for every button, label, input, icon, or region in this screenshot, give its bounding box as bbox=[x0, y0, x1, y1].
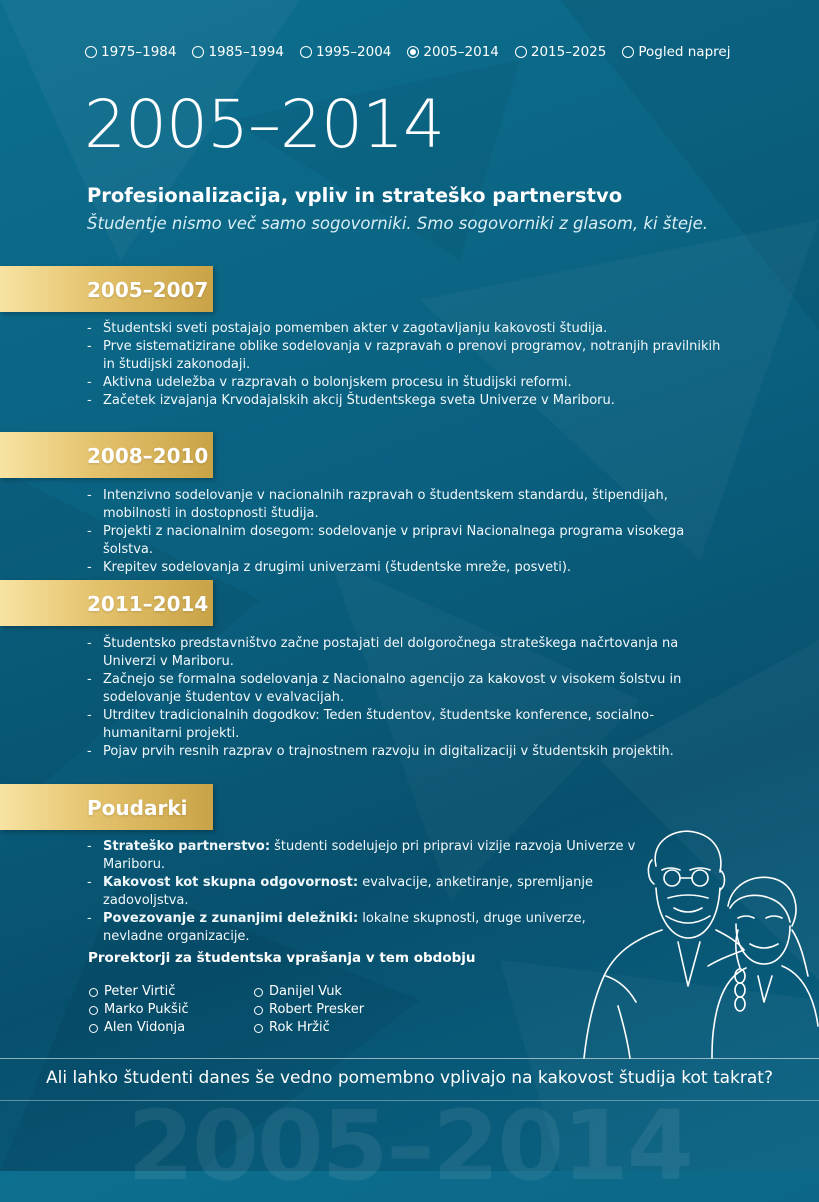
highlight-item bbox=[87, 838, 642, 874]
nav-item-1985-1994[interactable] bbox=[192, 44, 283, 60]
list-item: - Intenzivno sodelovanje v nacionalnih razpravah o študentskem standardu, štipendijah, mobilnosti in dostopnosti študija. bbox=[87, 487, 732, 523]
circle-bullet-icon bbox=[254, 1006, 263, 1015]
list-item: - Študentski sveti postajajo pomemben akter v zagotavljanju kakovosti študija. bbox=[87, 320, 732, 338]
name-label: Marko Pukšič bbox=[104, 1002, 189, 1017]
footer-divider-top bbox=[0, 1058, 819, 1059]
highlight-label: Kakovost kot skupna odgovornost: bbox=[103, 875, 359, 890]
section-list-2005-2007 bbox=[87, 320, 732, 410]
radio-icon bbox=[300, 46, 312, 58]
section-heading: 2011–2014 bbox=[87, 592, 209, 616]
radio-icon bbox=[85, 46, 97, 58]
list-item: - Začnejo se formalna sodelovanja z Nacionalno agencijo za kakovost v visokem šolstvu in sodelovanje študentov v evalvacijah. bbox=[87, 671, 732, 707]
radio-icon bbox=[515, 46, 527, 58]
section-banner-poudarki bbox=[0, 784, 213, 830]
name-item bbox=[254, 983, 424, 1001]
highlight-text: lokalne skupnosti, druge univerze, nevladne organizacije. bbox=[103, 911, 586, 944]
page-title: 2005–2014 bbox=[84, 86, 444, 163]
footer-question: Ali lahko študenti danes še vedno pomembno vplivajo na kakovost študija kot takrat? bbox=[46, 1068, 773, 1088]
list-item: - Aktivna udeležba v razpravah o bolonjskem procesu in študijski reformi. bbox=[87, 374, 732, 392]
name-label: Peter Virtič bbox=[104, 984, 176, 999]
name-item bbox=[254, 1019, 424, 1037]
name-item bbox=[89, 1019, 254, 1037]
list-item: - Prve sistematizirane oblike sodelovanja v razpravah o prenovi programov, notranjih pravilnikih in študijski zakonodaji. bbox=[87, 338, 732, 374]
name-label: Alen Vidonja bbox=[104, 1020, 186, 1035]
name-label: Rok Hržič bbox=[269, 1020, 330, 1035]
list-item: - Pojav prvih resnih razprav o trajnostnem razvoju in digitalizaciji v študentskih projektih. bbox=[87, 743, 732, 761]
people-line-illustration bbox=[578, 826, 819, 1060]
nav-item-2015-2025[interactable] bbox=[515, 44, 606, 60]
highlight-item bbox=[87, 874, 642, 910]
radio-selected-icon bbox=[407, 46, 419, 58]
nav-label: 1975–1984 bbox=[101, 44, 177, 60]
nav-label: 2015–2025 bbox=[530, 44, 607, 60]
section-banner-2011-2014 bbox=[0, 580, 213, 626]
section-banner-2005-2007 bbox=[0, 266, 213, 312]
highlights-list bbox=[87, 838, 642, 946]
list-item: - Študentsko predstavništvo začne postajati del dolgoročnega strateškega načrtovanja na Univerzi v Mariboru. bbox=[87, 635, 732, 671]
name-item bbox=[254, 1001, 424, 1019]
section-heading: 2005–2007 bbox=[87, 278, 209, 302]
section-list-2011-2014 bbox=[87, 635, 732, 761]
prorektorji-title: Prorektorji za študentska vprašanja v tem obdobju bbox=[88, 950, 476, 966]
nav-item-2005-2014[interactable] bbox=[407, 44, 498, 60]
name-item bbox=[89, 1001, 254, 1019]
nav-item-1995-2004[interactable] bbox=[300, 44, 391, 60]
radio-icon bbox=[192, 46, 204, 58]
period-nav bbox=[85, 44, 746, 60]
nav-label: 2005–2014 bbox=[423, 44, 499, 60]
page-tagline: Študentje nismo več samo sogovorniki. Smo sogovorniki z glasom, ki šteje. bbox=[87, 214, 709, 233]
circle-bullet-icon bbox=[254, 1024, 263, 1033]
highlight-item bbox=[87, 910, 642, 946]
circle-bullet-icon bbox=[89, 1006, 98, 1015]
nav-label: 1995–2004 bbox=[315, 44, 392, 60]
radio-icon bbox=[622, 46, 634, 58]
name-label: Danijel Vuk bbox=[269, 984, 342, 999]
prorektorji-list bbox=[89, 983, 424, 1037]
highlight-label: Strateško partnerstvo: bbox=[103, 839, 271, 854]
nav-item-1975-1984[interactable] bbox=[85, 44, 176, 60]
list-item: - Krepitev sodelovanja z drugimi univerzami (študentske mreže, posveti). bbox=[87, 559, 732, 577]
nav-label: 1985–1994 bbox=[208, 44, 284, 60]
highlight-label: Povezovanje z zunanjimi deležniki: bbox=[103, 911, 359, 926]
highlight-text: evalvacije, anketiranje, spremljanje zadovoljstva. bbox=[103, 875, 593, 908]
section-heading: Poudarki bbox=[87, 796, 188, 820]
highlight-text: študenti sodelujejo pri pripravi vizije razvoja Univerze v Mariboru. bbox=[103, 839, 636, 872]
section-list-2008-2010 bbox=[87, 487, 732, 577]
footer-watermark: 2005–2014 bbox=[127, 1090, 692, 1202]
name-label: Robert Presker bbox=[269, 1002, 365, 1017]
list-item: - Utrditev tradicionalnih dogodkov: Teden študentov, študentske konference, socialno-humanitarni projekti. bbox=[87, 707, 732, 743]
circle-bullet-icon bbox=[254, 988, 263, 997]
list-item: - Začetek izvajanja Krvodajalskih akcij Študentskega sveta Univerze v Mariboru. bbox=[87, 392, 732, 410]
list-item: - Projekti z nacionalnim dosegom: sodelovanje v pripravi Nacionalnega programa visokega šolstva. bbox=[87, 523, 732, 559]
circle-bullet-icon bbox=[89, 1024, 98, 1033]
page-subtitle: Profesionalizacija, vpliv in strateško partnerstvo bbox=[87, 184, 623, 207]
nav-item-pogled-naprej[interactable] bbox=[622, 44, 730, 60]
section-heading: 2008–2010 bbox=[87, 444, 209, 468]
circle-bullet-icon bbox=[89, 988, 98, 997]
section-banner-2008-2010 bbox=[0, 432, 213, 478]
nav-label: Pogled naprej bbox=[638, 44, 731, 60]
name-item bbox=[89, 983, 254, 1001]
